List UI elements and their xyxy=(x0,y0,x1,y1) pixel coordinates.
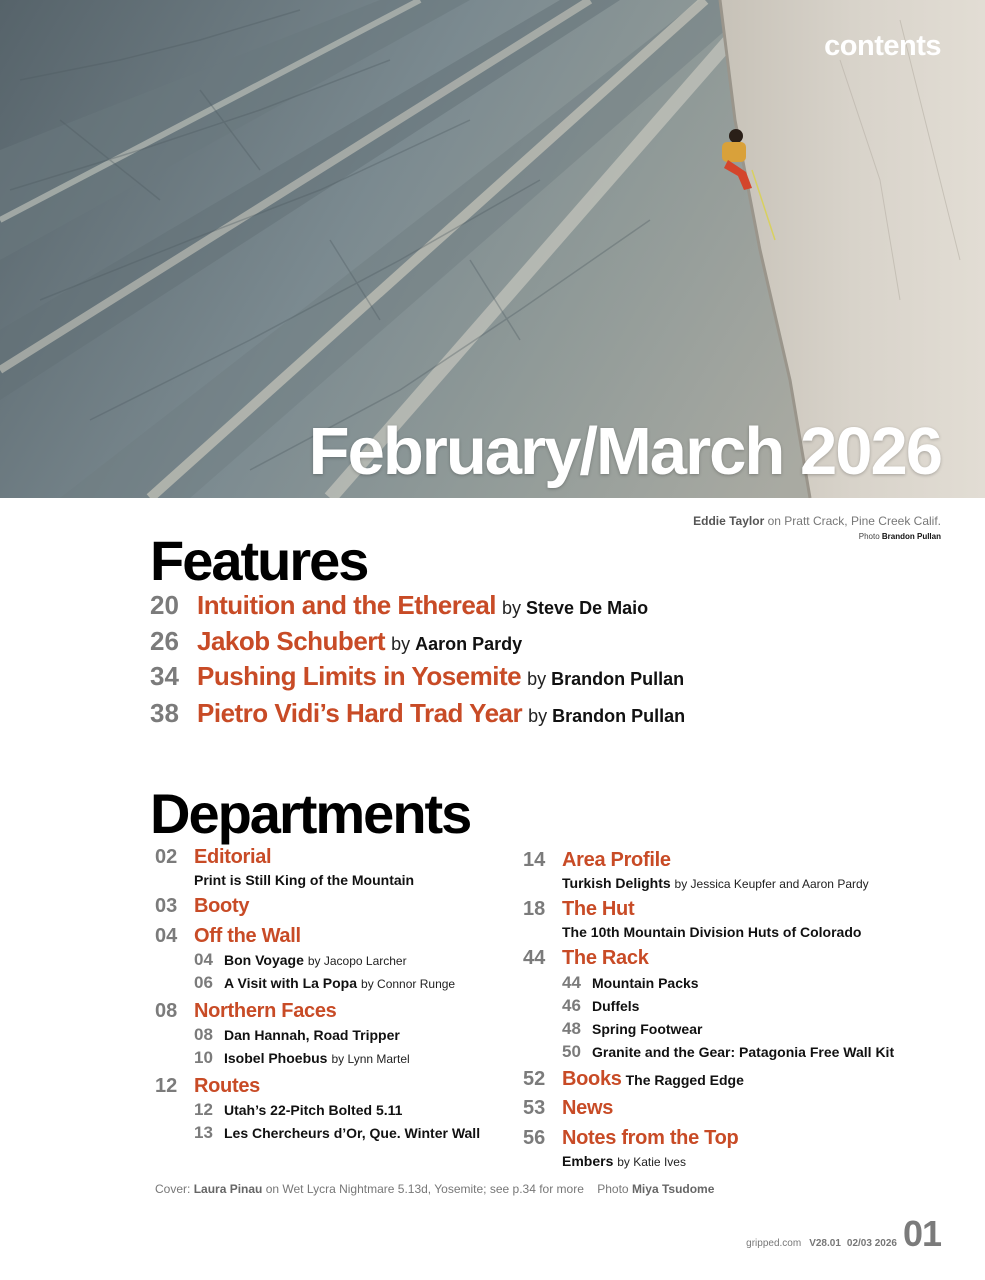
features-heading: Features xyxy=(150,529,368,592)
caption-location: on Pratt Crack, Pine Creek Calif. xyxy=(767,514,941,528)
dept-subtitle-line xyxy=(562,875,869,891)
feature-item[interactable] xyxy=(150,626,522,657)
subitem-page: 50 xyxy=(562,1042,581,1061)
issue-title: February/March 2026 xyxy=(308,414,941,489)
dept-title: The Hut xyxy=(562,898,635,920)
dept-subtitle: The 10th Mountain Division Huts of Colorado xyxy=(562,924,862,940)
dept-editorial[interactable] xyxy=(155,846,414,888)
footer-site: gripped.com xyxy=(746,1238,802,1249)
feature-title: Pietro Vidi’s Hard Trad Year xyxy=(197,698,523,728)
dept-page: 18 xyxy=(523,898,546,920)
photo-caption xyxy=(693,514,941,541)
dept-page: 12 xyxy=(155,1075,178,1097)
cover-photo-label: Photo xyxy=(597,1182,629,1196)
dept-page: 03 xyxy=(155,895,178,917)
dept-subitem[interactable] xyxy=(562,973,699,993)
dept-northern-faces[interactable] xyxy=(155,1000,337,1023)
subitem-page: 08 xyxy=(194,1025,213,1044)
dept-subtitle: Turkish Delights xyxy=(562,875,671,891)
dept-news[interactable] xyxy=(523,1097,613,1120)
dept-routes[interactable] xyxy=(155,1075,260,1098)
dept-page: 14 xyxy=(523,849,546,871)
subitem-by: by Jacopo Larcher xyxy=(307,954,407,968)
dept-inline-subtitle: The Ragged Edge xyxy=(625,1072,744,1088)
dept-notes-from-the-top[interactable] xyxy=(523,1127,738,1169)
feature-item[interactable] xyxy=(150,698,685,729)
feature-title: Jakob Schubert xyxy=(197,626,386,656)
subitem-page: 46 xyxy=(562,996,581,1015)
dept-the-hut[interactable] xyxy=(523,898,861,940)
cover-credit xyxy=(155,1182,714,1196)
dept-subtitle-line xyxy=(562,1153,738,1169)
dept-subitem[interactable] xyxy=(194,1123,480,1143)
subitem-title: Isobel Phoebus xyxy=(224,1050,328,1066)
subitem-title: Granite and the Gear: Patagonia Free Wall Kit xyxy=(592,1044,895,1060)
dept-subitem[interactable] xyxy=(562,996,639,1016)
dept-title: Northern Faces xyxy=(194,1000,337,1022)
feature-author: Brandon Pullan xyxy=(551,669,685,689)
feature-page: 20 xyxy=(150,590,179,620)
feature-item[interactable] xyxy=(150,661,684,692)
footer-volume: V28.01 xyxy=(809,1238,841,1249)
subitem-page: 10 xyxy=(194,1048,213,1067)
subitem-title: Spring Footwear xyxy=(592,1021,703,1037)
subitem-title: Duffels xyxy=(592,998,640,1014)
cover-photographer: Miya Tsudome xyxy=(631,1182,715,1196)
feature-author: Brandon Pullan xyxy=(552,706,686,726)
dept-subitem[interactable] xyxy=(194,973,455,993)
dept-by: by Katie Ives xyxy=(617,1155,686,1169)
subitem-title: Les Chercheurs d’Or, Que. Winter Wall xyxy=(224,1125,481,1141)
contents-label: contents xyxy=(824,30,941,62)
dept-page: 44 xyxy=(523,947,546,969)
feature-by: by xyxy=(502,598,522,618)
departments-heading: Departments xyxy=(150,782,471,845)
dept-title: Off the Wall xyxy=(194,925,301,947)
cover-label: Cover: xyxy=(155,1182,191,1196)
dept-subitem[interactable] xyxy=(194,1025,400,1045)
dept-page: 02 xyxy=(155,846,178,868)
dept-subitem[interactable] xyxy=(194,950,407,970)
subitem-page: 44 xyxy=(562,973,581,992)
feature-page: 34 xyxy=(150,661,179,691)
dept-title: Books xyxy=(562,1068,622,1090)
page-footer xyxy=(746,1213,941,1254)
dept-page: 56 xyxy=(523,1127,546,1149)
dept-subtitle: Print is Still King of the Mountain xyxy=(194,872,415,888)
feature-title: Intuition and the Ethereal xyxy=(197,590,497,620)
dept-page: 04 xyxy=(155,925,178,947)
dept-page: 08 xyxy=(155,1000,178,1022)
dept-title: Editorial xyxy=(194,846,272,868)
dept-page: 52 xyxy=(523,1068,546,1090)
page-number: 01 xyxy=(902,1213,941,1254)
subitem-title: Bon Voyage xyxy=(224,952,304,968)
dept-the-rack[interactable] xyxy=(523,947,649,970)
dept-subitem[interactable] xyxy=(194,1048,410,1068)
cover-photo xyxy=(0,0,985,498)
dept-title: Routes xyxy=(194,1075,260,1097)
dept-title: Notes from the Top xyxy=(562,1127,739,1149)
subitem-page: 04 xyxy=(194,950,213,969)
cover-climber: Laura Pinau xyxy=(193,1182,263,1196)
subitem-title: Dan Hannah, Road Tripper xyxy=(224,1027,400,1043)
dept-title: Area Profile xyxy=(562,849,671,871)
dept-booty[interactable] xyxy=(155,895,249,918)
subitem-page: 06 xyxy=(194,973,213,992)
feature-by: by xyxy=(527,669,547,689)
subitem-title: Utah’s 22-Pitch Bolted 5.11 xyxy=(224,1102,403,1118)
subitem-by: by Connor Runge xyxy=(361,977,456,991)
subitem-by: by Lynn Martel xyxy=(331,1052,410,1066)
subitem-page: 13 xyxy=(194,1123,213,1142)
subitem-title: Mountain Packs xyxy=(592,975,699,991)
feature-author: Steve De Maio xyxy=(526,598,649,618)
subitem-page: 48 xyxy=(562,1019,581,1038)
dept-books[interactable] xyxy=(523,1068,744,1091)
dept-subitem[interactable] xyxy=(562,1019,702,1039)
dept-by: by Jessica Keupfer and Aaron Pardy xyxy=(674,877,869,891)
feature-page: 38 xyxy=(150,698,179,728)
dept-page: 53 xyxy=(523,1097,546,1119)
dept-subitem[interactable] xyxy=(562,1042,894,1062)
subitem-title: A Visit with La Popa xyxy=(224,975,358,991)
caption-photo-label: Photo xyxy=(858,532,880,541)
dept-title: Booty xyxy=(194,895,250,917)
cover-text: on Wet Lycra Nightmare 5.13d, Yosemite; see p.34 for more xyxy=(265,1182,584,1196)
feature-page: 26 xyxy=(150,626,179,656)
subitem-page: 12 xyxy=(194,1100,213,1119)
feature-by: by xyxy=(391,634,411,654)
footer-date: 02/03 2026 xyxy=(846,1238,897,1249)
caption-climber: Eddie Taylor xyxy=(693,514,765,528)
dept-title: The Rack xyxy=(562,947,649,969)
feature-title: Pushing Limits in Yosemite xyxy=(197,661,522,691)
dept-title: News xyxy=(562,1097,614,1119)
feature-by: by xyxy=(528,706,548,726)
caption-photographer: Brandon Pullan xyxy=(881,532,941,541)
feature-author: Aaron Pardy xyxy=(415,634,523,654)
dept-off-the-wall[interactable] xyxy=(155,925,301,948)
dept-area-profile[interactable] xyxy=(523,849,869,891)
dept-subtitle: Embers xyxy=(562,1153,614,1169)
feature-item[interactable] xyxy=(150,590,648,621)
dept-subitem[interactable] xyxy=(194,1100,402,1120)
